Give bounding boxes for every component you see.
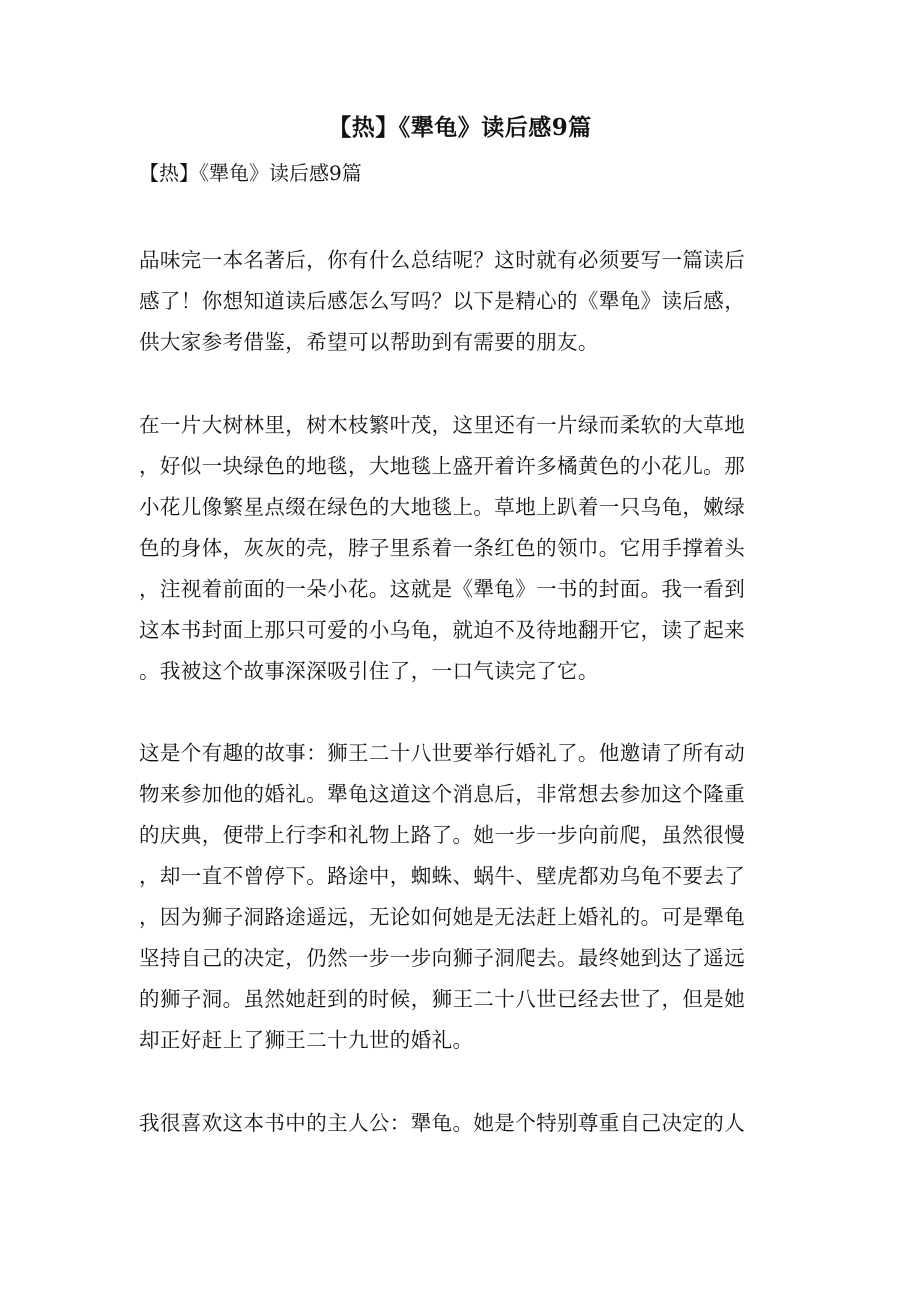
document-subtitle: 【热】《犟龟》读后感9篇: [139, 161, 362, 185]
paragraph-line: ，却一直不曾停下。路途中，蜘蛛、蜗牛、壁虎都劝乌龟不要去了: [139, 864, 746, 888]
paragraph-line: 。我被这个故事深深吸引住了，一口气读完了它。: [139, 659, 599, 683]
paragraph-line: 品味完一本名著后，你有什么总结呢？这时就有必须要写一篇读后: [139, 248, 746, 272]
paragraph-line: ，好似一块绿色的地毯，大地毯上盛开着许多橘黄色的小花儿。那: [139, 454, 746, 478]
paragraph-line: 色的身体，灰灰的壳，脖子里系着一条红色的领巾。它用手撑着头: [139, 536, 746, 560]
paragraph-intro: [139, 240, 789, 363]
paragraph-line: 的狮子洞。虽然她赶到的时候，狮王二十八世已经去世了，但是她: [139, 987, 746, 1011]
paragraph-line: 物来参加他的婚礼。犟龟这道这个消息后，非常想去参加这个隆重: [139, 782, 746, 806]
paragraph-line: 感了！你想知道读后感怎么写吗？以下是精心的《犟龟》读后感，: [139, 289, 746, 313]
paragraph-line: 却正好赶上了狮王二十九世的婚礼。: [139, 1028, 474, 1052]
paragraph-line: 我很喜欢这本书中的主人公：犟龟。她是个特别尊重自己决定的人: [139, 1111, 746, 1135]
paragraph-reflection: [139, 1103, 789, 1144]
paragraph-line: 供大家参考借鉴，希望可以帮助到有需要的朋友。: [139, 330, 599, 354]
paragraph-line: 这是个有趣的故事：狮王二十八世要举行婚礼了。他邀请了所有动: [139, 741, 746, 765]
paragraph-line: 小花儿像繁星点缀在绿色的大地毯上。草地上趴着一只乌龟，嫩绿: [139, 495, 746, 519]
document-title: 【热】《犟龟》读后感9篇: [328, 114, 592, 141]
paragraph-line: ，因为狮子洞路途遥远，无论如何她是无法赶上婚礼的。可是犟龟: [139, 905, 746, 929]
paragraph-line: 坚持自己的决定，仍然一步一步向狮子洞爬去。最终她到达了遥远: [139, 946, 746, 970]
paragraph-cover-description: [139, 405, 789, 692]
paragraph-line: ，注视着前面的一朵小花。这就是《犟龟》一书的封面。我一看到: [139, 577, 746, 601]
paragraph-line: 在一片大树林里，树木枝繁叶茂，这里还有一片绿而柔软的大草地: [139, 413, 746, 437]
paragraph-line: 这本书封面上那只可爱的小乌龟，就迫不及待地翻开它，读了起来: [139, 618, 746, 642]
paragraph-story-summary: [139, 733, 789, 1061]
paragraph-line: 的庆典，便带上行李和礼物上路了。她一步一步向前爬，虽然很慢: [139, 823, 746, 847]
